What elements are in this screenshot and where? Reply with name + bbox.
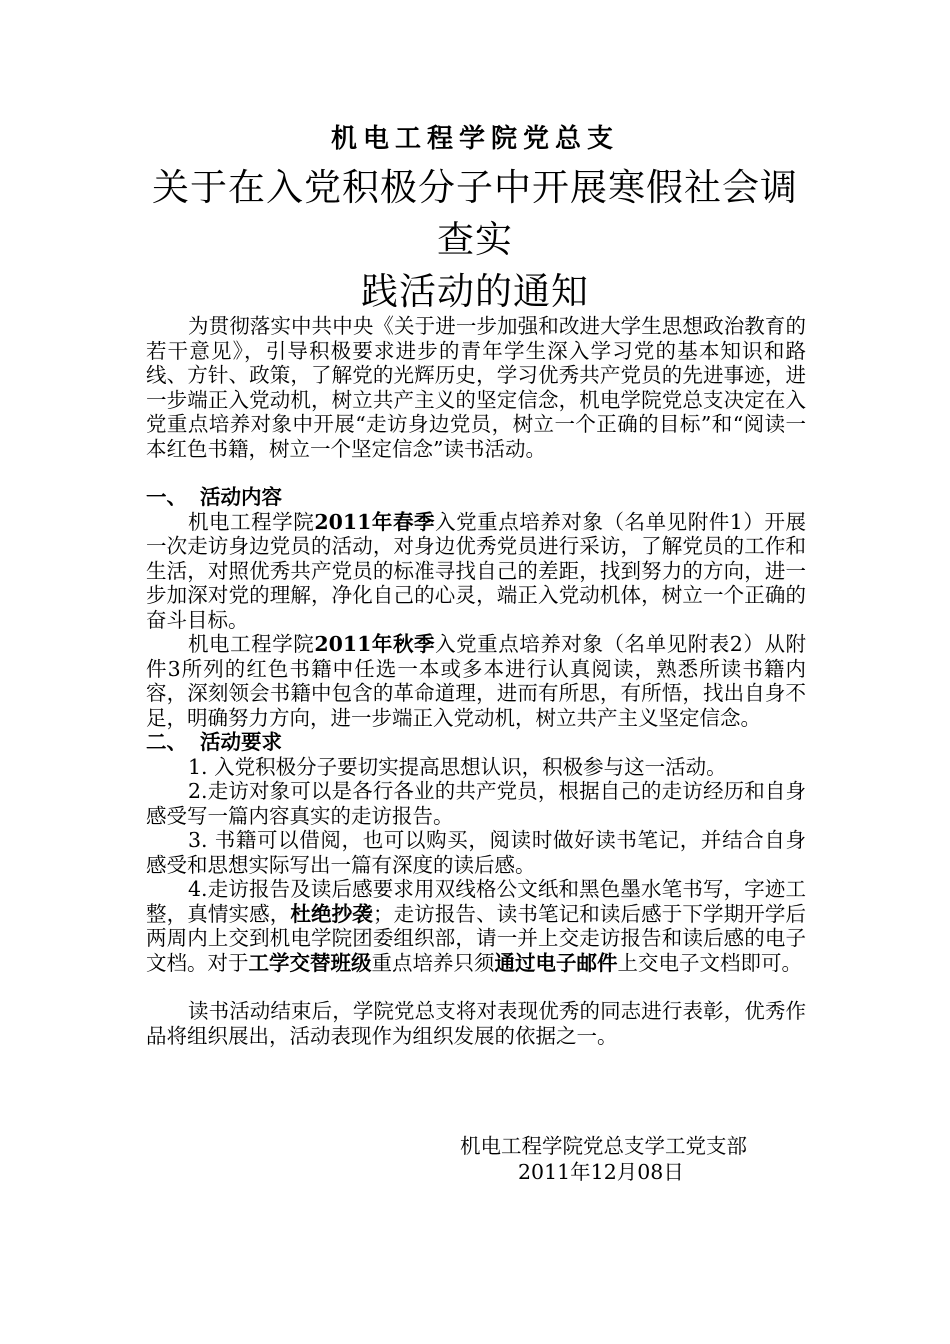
org-title: 机电工程学院党总支 [330,124,619,154]
text-run: 机电工程学院 [188,632,315,656]
emphasis-text: 工学交替班级 [248,950,372,975]
text-run: 上交电子文档即可。 [617,950,802,975]
document-body [146,314,806,1048]
requirement-item-2: 2.走访对象可以是各行各业的共产党员，根据自己的走访经历和自身感受写一篇内容真实的走访报告。 [146,779,806,828]
section-1-paragraph-2 [146,632,806,730]
emphasis-text: 2011年秋季 [314,632,436,656]
paragraph-gap [146,975,806,999]
document-title [150,162,800,318]
section-2-number: 二、 [146,730,187,754]
document-title-line-1: 关于在入党积极分子中开展寒假社会调查实 [152,166,798,261]
text-run: 入党重点培养对象（名单见附表2）从附件3所列的红色书籍中任选一本或多本进行认真阅读，熟悉所读书籍内容，深刻领会书籍中包含的革命道理，进而有所思，有所悟，找出自身不足，明确努力方向，进一步端正入党动机，树立共产主义坚定信念。 [146,632,806,730]
intro-paragraph: 为贯彻落实中共中央《关于进一步加强和改进大学生思想政治教育的若干意见》，引导积极要求进步的青年学生深入学习党的基本知识和路线、方针、政策，了解党的光辉历史，学习优秀共产党员的先进事迹，进一步端正入党动机，树立共产主义的坚定信念，机电学院党总支决定在入党重点培养对象中开展“走访身边党员，树立一个正确的目标”和“阅读一本红色书籍，树立一个坚定信念”读书活动。 [146,314,806,461]
section-1-number: 一、 [146,485,187,509]
section-1-paragraph-1 [146,510,806,633]
paragraph-gap [146,461,806,485]
signature-org: 机电工程学院党总支学工党支部 [460,1134,747,1158]
document-title-line-2: 践活动的通知 [361,270,589,313]
requirement-item-1: 1. 入党积极分子要切实提高思想认识，积极参与这一活动。 [188,754,727,779]
section-1-title: 活动内容 [200,485,282,509]
text-run: 重点培养只须 [371,950,495,975]
text-run: 4.走访报告及读后感要求用双线格公文纸和黑色墨水笔书写，字迹工整，真情实感， [146,877,806,926]
section-1-heading [146,485,806,510]
requirement-item-3: 3. 书籍可以借阅，也可以购买，阅读时做好读书笔记，并结合自身感受和思想实际写出一篇有深度的读后感。 [146,828,806,877]
signature-date: 2011年12月08日 [518,1160,684,1184]
emphasis-text: 2011年春季 [314,509,436,534]
signature-block [460,1133,780,1185]
section-2-title: 活动要求 [200,730,282,754]
text-run: 入党重点培养对象（名单见附件1）开展一次走访身边党员的活动，对身边优秀党员进行采访，了解党员的工作和生活，对照优秀共产党员的标准寻找自己的差距，找到努力的方向，进一步加深对党的理解，净化自己的心灵，端正入党动机体，树立一个正确的奋斗目标。 [146,509,806,632]
closing-paragraph: 读书活动结束后，学院党总支将对表现优秀的同志进行表彰，优秀作品将组织展出，活动表现作为组织发展的依据之一。 [146,999,806,1048]
requirement-item-4 [146,877,806,975]
emphasis-text: 杜绝抄袭 [290,901,373,926]
emphasis-text: 通过电子邮件 [494,950,618,975]
text-run: ；走访报告、读书笔记和读后感于下学期开学后两周内上交到机电学院团委组织部，请一并上交走访报告和读后感的电子文档。对于 [146,901,807,975]
section-2-heading [146,730,806,755]
text-run: 机电工程学院 [188,509,315,534]
